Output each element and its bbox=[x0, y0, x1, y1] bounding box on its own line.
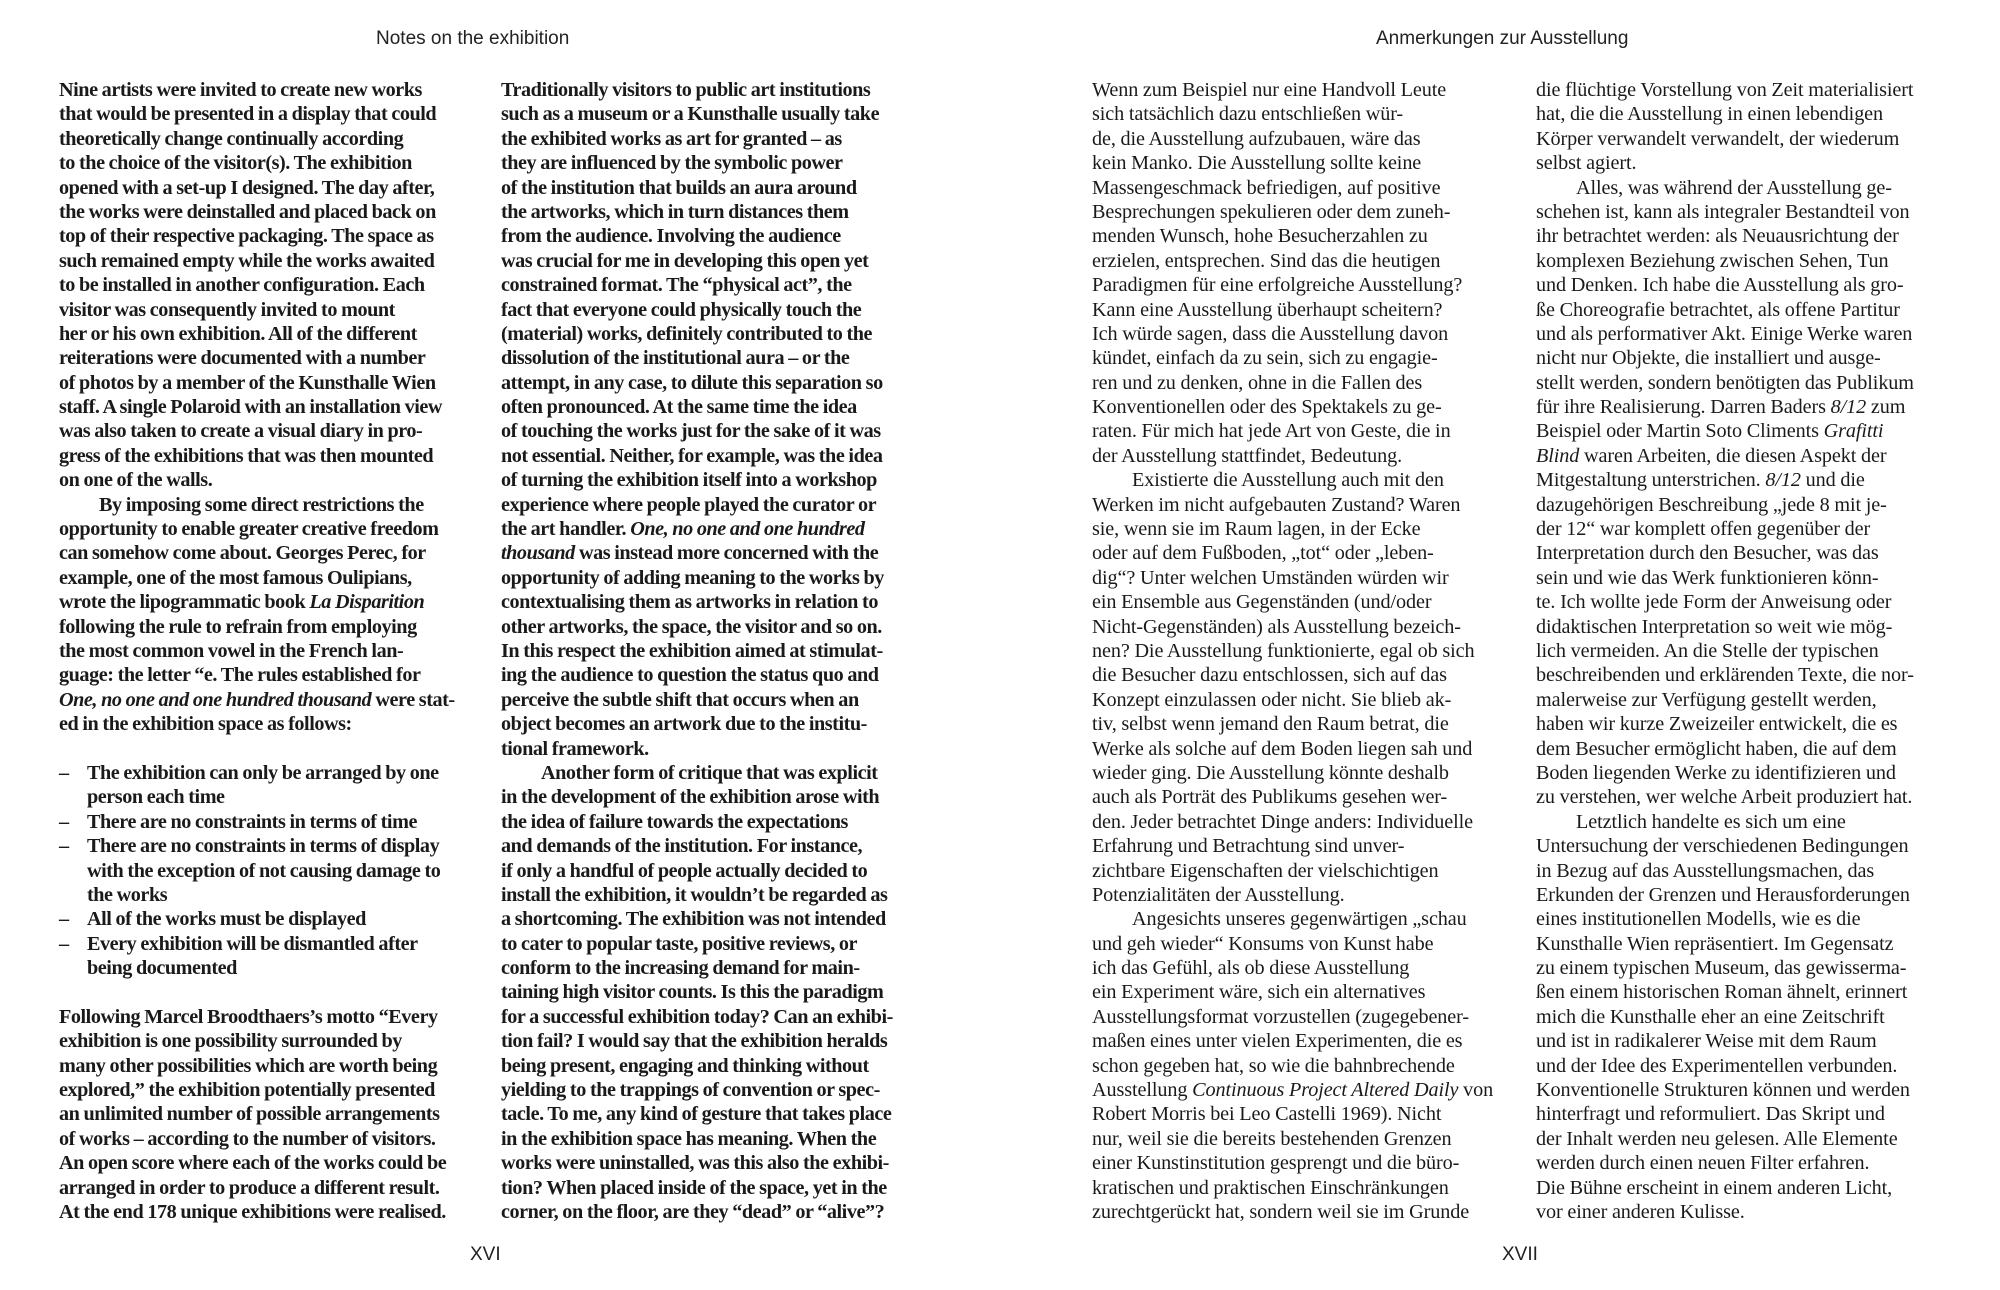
text-line: Existierte die Ausstellung auch mit den bbox=[1132, 469, 1444, 492]
text-line: vor einer anderen Kulisse. bbox=[1536, 1200, 1745, 1223]
text-line: die flüchtige Vorstellung von Zeit materialisiert bbox=[1536, 79, 1914, 101]
text-line: Kunsthalle Wien repräsentiert. Im Gegensatz bbox=[1536, 932, 1894, 955]
text-line: komplexen Beziehung zwischen Sehen, Tun bbox=[1536, 249, 1889, 272]
text-line: Blind waren Arbeiten, die diesen Aspekt der bbox=[1536, 444, 1887, 467]
text-line: other artworks, the space, the visitor and so on. bbox=[501, 615, 882, 638]
dash-bullet-icon: – bbox=[59, 810, 69, 833]
text-line: hat, die die Ausstellung in einen lebendigen bbox=[1536, 103, 1884, 126]
text-line: stellt werden, sondern benötigten das Publikum bbox=[1536, 371, 1914, 394]
list-item-continuation: person each time bbox=[87, 786, 225, 809]
text-line: menden Wunsch, hohe Besucherzahlen zu bbox=[1092, 225, 1428, 248]
text-line: die Besucher dazu entschlossen, sich auf das bbox=[1092, 664, 1447, 687]
paragraph bbox=[59, 78, 499, 493]
text-line: wrote the lipogrammatic book La Disparition bbox=[59, 591, 425, 614]
dash-bullet-icon: – bbox=[59, 835, 69, 858]
text-line: und Denken. Ich habe die Ausstellung als gro- bbox=[1536, 274, 1904, 297]
text-line: erzielen, entsprechen. Sind das die heutigen bbox=[1092, 249, 1441, 272]
text-line: Paradigmen für eine erfolgreiche Ausstellung? bbox=[1092, 274, 1463, 297]
text-line: eines institutionellen Modells, wie es die bbox=[1536, 908, 1861, 931]
text-line: Ausstellung Continuous Project Altered Daily von bbox=[1092, 1079, 1494, 1102]
text-line: Konzept einzulassen oder nicht. Sie blieb ak- bbox=[1092, 688, 1452, 711]
text-line: auch als Porträt des Publikums gesehen wer- bbox=[1092, 786, 1448, 809]
text-line: de, die Ausstellung aufzubauen, wäre das bbox=[1092, 127, 1421, 150]
text-line: und geh wieder“ Konsums von Kunst habe bbox=[1092, 932, 1434, 955]
text-line: gress of the exhibitions that was then mounted bbox=[59, 444, 434, 467]
text-line: visitor was consequently invited to mount bbox=[59, 298, 395, 321]
page-number-left: XVI bbox=[470, 1244, 501, 1265]
text-line: the idea of failure towards the expectations bbox=[501, 810, 848, 833]
text-line: example, one of the most famous Oulipians, bbox=[59, 566, 412, 589]
text-line: following the rule to refrain from employing bbox=[59, 615, 417, 638]
text-line: One, no one and one hundred thousand were stat- bbox=[59, 688, 455, 711]
text-line: zu verstehen, wer welche Arbeit produziert hat. bbox=[1536, 786, 1913, 809]
text-line: ich das Gefühl, als ob diese Ausstellung bbox=[1092, 957, 1410, 980]
text-line: experience where people played the curator or bbox=[501, 493, 877, 516]
text-line: Konventionellen oder des Spektakels zu ge- bbox=[1092, 396, 1442, 419]
text-line: dig“? Unter welchen Umständen würden wir bbox=[1092, 566, 1449, 589]
text-line: Nine artists were invited to create new works bbox=[59, 79, 422, 101]
artwork-title: 8/12 bbox=[1830, 396, 1867, 419]
text-line: was crucial for me in developing this open yet bbox=[501, 249, 869, 272]
dash-bullet-icon: – bbox=[59, 932, 69, 955]
text-line: An open score where each of the works could be bbox=[59, 1152, 447, 1175]
text-line: ing the audience to question the status quo and bbox=[501, 664, 879, 687]
text-line: object becomes an artwork due to the institu- bbox=[501, 713, 867, 736]
text-line: maßen eines unter vielen Experimenten, die es bbox=[1092, 1030, 1463, 1053]
text-line: tion? When placed inside of the space, yet in the bbox=[501, 1176, 887, 1199]
text-line: opened with a set-up I designed. The day after, bbox=[59, 176, 435, 199]
list-item: – There are no constraints in terms of display bbox=[59, 835, 440, 858]
text-line: Interpretation durch den Besucher, was das bbox=[1536, 542, 1879, 565]
text-line: the art handler. One, no one and one hundred bbox=[501, 518, 865, 541]
dash-bullet-icon: – bbox=[59, 908, 69, 931]
list-item: – All of the works must be displayed bbox=[59, 908, 366, 931]
text-line: ein Ensemble aus Gegenständen (und/oder bbox=[1092, 591, 1432, 614]
text-line: nicht nur Objekte, die installiert und ausge- bbox=[1536, 347, 1881, 370]
text-line: Massengeschmack befriedigen, auf positive bbox=[1092, 176, 1441, 199]
text-line: oder auf dem Fußboden, „tot“ oder „leben- bbox=[1092, 542, 1434, 565]
text-line: At the end 178 unique exhibitions were realised. bbox=[59, 1200, 446, 1223]
text-line: Werke als solche auf dem Boden liegen sah und bbox=[1092, 737, 1473, 760]
text-line: Erfahrung und Betrachtung sind unver- bbox=[1092, 835, 1405, 858]
text-line: such as a museum or a Kunsthalle usually take bbox=[501, 103, 880, 126]
text-line: sein und wie das Werk funktionieren könn- bbox=[1536, 566, 1879, 589]
text-line: works were uninstalled, was this also the exhibi- bbox=[501, 1152, 889, 1175]
text-line: wieder ging. Die Ausstellung könnte deshalb bbox=[1092, 761, 1449, 784]
text-line: Alles, was während der Ausstellung ge- bbox=[1576, 176, 1892, 199]
text-line: Angesichts unseres gegenwärtigen „schau bbox=[1132, 908, 1467, 931]
paragraph bbox=[1092, 907, 1532, 1224]
text-line: und ist in radikalerer Weise mit dem Raum bbox=[1536, 1030, 1877, 1053]
list-item-continuation: with the exception of not causing damage to bbox=[87, 859, 441, 882]
text-line: the most common vowel in the French lan- bbox=[59, 639, 404, 662]
text-line: Boden liegenden Werke zu identifizieren und bbox=[1536, 761, 1896, 784]
text-line: malerweise zur Verfügung gestellt werden, bbox=[1536, 688, 1877, 711]
text-line: Letztlich handelte es sich um eine bbox=[1576, 810, 1846, 833]
text-line: opportunity to enable greater creative freedom bbox=[59, 518, 439, 541]
text-line: in the exhibition space has meaning. When the bbox=[501, 1127, 877, 1150]
artwork-title: 8/12 bbox=[1765, 469, 1801, 492]
text-line: attempt, in any case, to dilute this separation so bbox=[501, 371, 883, 394]
column-english-2 bbox=[501, 78, 941, 1224]
text-line: lich vermeiden. An die Stelle der typischen bbox=[1536, 639, 1879, 662]
paragraph bbox=[59, 1005, 499, 1225]
text-line: can somehow come about. Georges Perec, for bbox=[59, 542, 426, 565]
artwork-title: Grafitti bbox=[1823, 420, 1884, 443]
text-line: Nicht-Gegenständen) als Ausstellung bezeich- bbox=[1092, 615, 1461, 638]
text-line: of works – according to the number of visitors. bbox=[59, 1127, 436, 1150]
text-line: on one of the walls. bbox=[59, 469, 213, 492]
text-line: mich die Kunsthalle eher an eine Zeitschrift bbox=[1536, 1005, 1885, 1028]
text-line: Ich würde sagen, dass die Ausstellung davon bbox=[1092, 322, 1449, 345]
page-number-right: XVII bbox=[1502, 1244, 1538, 1265]
paragraph bbox=[59, 493, 499, 737]
exhibition-title: thousand bbox=[501, 542, 575, 565]
text-line: tacle. To me, any kind of gesture that takes place bbox=[501, 1103, 892, 1126]
text-line: dissolution of the institutional aura – or the bbox=[501, 347, 850, 370]
column-english-1 bbox=[59, 78, 499, 1224]
text-line: ed in the exhibition space as follows: bbox=[59, 713, 352, 736]
text-line: explored,” the exhibition potentially presented bbox=[59, 1079, 435, 1102]
text-line: der Ausstellung stattfindet, Bedeutung. bbox=[1092, 444, 1403, 467]
text-line: yielding to the trappings of convention or spec- bbox=[501, 1079, 880, 1102]
text-line: Beispiel oder Martin Soto Climents Grafitti bbox=[1536, 420, 1884, 443]
text-line: haben wir kurze Zweizeiler entwickelt, die es bbox=[1536, 713, 1898, 736]
text-line: of touching the works just for the sake of it was bbox=[501, 420, 881, 443]
text-line: opportunity of adding meaning to the works by bbox=[501, 566, 884, 589]
text-line: werden durch einen neuen Filter erfahren. bbox=[1536, 1152, 1870, 1175]
text-line: Potenzialitäten der Ausstellung. bbox=[1092, 883, 1345, 906]
text-line: raten. Für mich hat jede Art von Geste, die in bbox=[1092, 420, 1451, 443]
text-line: top of their respective packaging. The space as bbox=[59, 225, 434, 248]
paragraph bbox=[501, 78, 941, 761]
text-line: to the choice of the visitor(s). The exhibition bbox=[59, 152, 412, 175]
text-line: kein Manko. Die Ausstellung sollte keine bbox=[1092, 152, 1422, 175]
text-line: sie, wenn sie im Raum lagen, in der Ecke bbox=[1092, 518, 1421, 541]
text-line: in Bezug auf das Ausstellungsmachen, das bbox=[1536, 859, 1875, 882]
text-line: perceive the subtle shift that occurs when an bbox=[501, 688, 859, 711]
text-line: for a successful exhibition today? Can an exhibi- bbox=[501, 1005, 893, 1028]
text-line: zichtbare Eigenschaften der vielschichtigen bbox=[1092, 859, 1439, 882]
text-line: contextualising them as artworks in relation to bbox=[501, 591, 878, 614]
text-line: arranged in order to produce a different result. bbox=[59, 1176, 440, 1199]
text-line: Traditionally visitors to public art institutions bbox=[501, 79, 871, 101]
text-line: guage: the letter “e. The rules established for bbox=[59, 664, 421, 687]
text-line: they are influenced by the symbolic power bbox=[501, 152, 843, 175]
paragraph bbox=[1536, 176, 1976, 810]
text-line: hinterfragt und reformuliert. Das Skript und bbox=[1536, 1103, 1885, 1126]
text-line: nen? Die Ausstellung funktionierte, egal ob sich bbox=[1092, 639, 1475, 662]
text-line: Konventionelle Strukturen können und werden bbox=[1536, 1079, 1910, 1102]
text-line: didaktischen Interpretation so weit wie mög- bbox=[1536, 615, 1893, 638]
text-line: the works were deinstalled and placed back on bbox=[59, 200, 436, 223]
paragraph bbox=[1536, 78, 1976, 176]
text-line: if only a handful of people actually decided to bbox=[501, 859, 868, 882]
text-line: a shortcoming. The exhibition was not intended bbox=[501, 908, 886, 931]
text-line: of photos by a member of the Kunsthalle Wien bbox=[59, 371, 436, 394]
text-line: to cater to popular taste, positive reviews, or bbox=[501, 932, 858, 955]
text-line: Wenn zum Beispiel nur eine Handvoll Leute bbox=[1092, 79, 1447, 101]
text-line: the exhibited works as art for granted – as bbox=[501, 127, 842, 150]
list-item: – The exhibition can only be arranged by one bbox=[59, 761, 439, 784]
text-line: Erkunden der Grenzen und Herausforderungen bbox=[1536, 883, 1910, 906]
text-line: sich tatsächlich dazu entschließen wür- bbox=[1092, 103, 1404, 126]
text-line: Another form of critique that was explicit bbox=[541, 761, 878, 784]
text-line: und als performativer Akt. Einige Werke waren bbox=[1536, 322, 1913, 345]
text-line: the artworks, which in turn distances them bbox=[501, 200, 849, 223]
text-line: Besprechungen spekulieren oder dem zuneh- bbox=[1092, 200, 1451, 223]
text-line: many other possibilities which are worth being bbox=[59, 1054, 438, 1077]
text-line: fact that everyone could physically touch the bbox=[501, 298, 862, 321]
book-title: La Disparition bbox=[309, 591, 425, 614]
text-line: exhibition is one possibility surrounded by bbox=[59, 1030, 402, 1053]
running-head-right: Anmerkungen zur Ausstellung bbox=[1376, 28, 1629, 49]
text-line: taining high visitor counts. Is this the paradigm bbox=[501, 981, 884, 1004]
text-line: beschreibenden und erklärenden Texte, die nor- bbox=[1536, 664, 1914, 687]
text-line: not essential. Neither, for example, was the idea bbox=[501, 444, 883, 467]
text-line: Following Marcel Broodthaers’s motto “Every bbox=[59, 1005, 438, 1028]
text-line: thousand was instead more concerned with the bbox=[501, 542, 879, 565]
text-line: from the audience. Involving the audience bbox=[501, 225, 841, 248]
text-line: Die Bühne erscheint in einem anderen Licht, bbox=[1536, 1176, 1893, 1199]
text-line: (material) works, definitely contributed to the bbox=[501, 322, 873, 345]
text-line: that would be presented in a display that could bbox=[59, 103, 437, 126]
text-line: her or his own exhibition. All of the different bbox=[59, 322, 417, 345]
text-line: te. Ich wollte jede Form der Anweisung oder bbox=[1536, 591, 1892, 614]
text-line: was also taken to create a visual diary in pro- bbox=[59, 420, 423, 443]
column-german-2 bbox=[1536, 78, 1976, 1224]
list-item-continuation: the works bbox=[87, 883, 168, 906]
text-line: einer Kunstinstitution gesprengt und die büro- bbox=[1092, 1152, 1460, 1175]
text-line: Ausstellungsformat vorzustellen (zugegebener- bbox=[1092, 1005, 1470, 1028]
text-line: of turning the exhibition itself into a workshop bbox=[501, 469, 877, 492]
text-line: Kann eine Ausstellung überhaupt scheitern? bbox=[1092, 298, 1443, 321]
text-line: By imposing some direct restrictions the bbox=[99, 493, 424, 516]
text-line: such remained empty while the works awaited bbox=[59, 249, 435, 272]
text-line: schehen ist, kann als integraler Bestandteil von bbox=[1536, 200, 1910, 223]
text-line: für ihre Realisierung. Darren Baders 8/12 zum bbox=[1536, 396, 1906, 419]
text-line: to be installed in another configuration. Each bbox=[59, 274, 425, 297]
text-line: reiterations were documented with a number bbox=[59, 347, 426, 370]
text-line: ihr betrachtet werden: als Neuausrichtung der bbox=[1536, 225, 1899, 248]
paragraph bbox=[501, 761, 941, 1224]
paragraph bbox=[1092, 468, 1532, 907]
text-line: der Inhalt werden neu gelesen. Alle Elemente bbox=[1536, 1127, 1898, 1150]
text-line: zu einem typischen Museum, das gewisserma- bbox=[1536, 957, 1907, 980]
rules-list bbox=[59, 761, 499, 981]
text-line: selbst agiert. bbox=[1536, 152, 1637, 175]
text-line: tiv, selbst wenn jemand den Raum betrat, die bbox=[1092, 713, 1449, 736]
artwork-title: Blind bbox=[1536, 444, 1580, 467]
column-german-1 bbox=[1092, 78, 1532, 1224]
text-line: Mitgestaltung unterstrichen. 8/12 und die bbox=[1536, 469, 1865, 492]
text-line: ren und zu denken, ohne in die Fallen des bbox=[1092, 371, 1423, 394]
text-line: of the institution that builds an aura around bbox=[501, 176, 857, 199]
text-line: schon gegeben hat, so wie die bahnbrechende bbox=[1092, 1054, 1455, 1077]
exhibition-title: One, no one and one hundred thousand bbox=[59, 688, 372, 711]
text-line: und der Idee des Experimentellen verbunden. bbox=[1536, 1054, 1898, 1077]
dash-bullet-icon: – bbox=[59, 761, 69, 784]
text-line: Untersuchung der verschiedenen Bedingungen bbox=[1536, 835, 1909, 858]
text-line: in the development of the exhibition arose with bbox=[501, 786, 880, 809]
text-line: ße Choreografie betrachtet, als offene Partitur bbox=[1536, 298, 1900, 321]
text-line: dem Besucher ermöglicht haben, die auf dem bbox=[1536, 737, 1897, 760]
text-line: den. Jeder betrachtet Dinge anders: Individuelle bbox=[1092, 810, 1473, 833]
text-line: ein Experiment wäre, sich ein alternatives bbox=[1092, 981, 1426, 1004]
text-line: Körper verwandelt verwandelt, der wiederum bbox=[1536, 127, 1900, 150]
text-line: dazugehörigen Beschreibung „jede 8 mit je- bbox=[1536, 493, 1887, 516]
text-line: kündet, einfach da zu sein, sich zu engagie- bbox=[1092, 347, 1438, 370]
text-line: der 12“ war komplett offen gegenüber der bbox=[1536, 518, 1871, 541]
text-line: being present, engaging and thinking without bbox=[501, 1054, 869, 1077]
running-head-left: Notes on the exhibition bbox=[376, 28, 570, 49]
text-line: constrained format. The “physical act”, the bbox=[501, 274, 852, 297]
text-line: often pronounced. At the same time the idea bbox=[501, 396, 857, 419]
text-line: ßen einem historischen Roman ähnelt, erinnert bbox=[1536, 981, 1908, 1004]
text-line: an unlimited number of possible arrangements bbox=[59, 1103, 440, 1126]
exhibition-title: One, no one and one hundred bbox=[630, 518, 865, 541]
list-item: – There are no constraints in terms of time bbox=[59, 810, 417, 833]
text-line: Robert Morris bei Leo Castelli 1969). Nicht bbox=[1092, 1103, 1442, 1126]
text-line: tional framework. bbox=[501, 737, 649, 760]
text-line: tion fail? I would say that the exhibition heralds bbox=[501, 1030, 888, 1053]
text-line: install the exhibition, it wouldn’t be regarded as bbox=[501, 883, 888, 906]
text-line: zurechtgerückt hat, sondern weil sie im Grunde bbox=[1092, 1200, 1470, 1223]
text-line: corner, on the floor, are they “dead” or “alive”? bbox=[501, 1200, 885, 1223]
text-line: kratischen und praktischen Einschränkungen bbox=[1092, 1176, 1449, 1199]
text-line: nur, weil sie die bereits bestehenden Grenzen bbox=[1092, 1127, 1452, 1150]
text-line: and demands of the institution. For instance, bbox=[501, 835, 863, 858]
text-line: Werken im nicht aufgebauten Zustand? Waren bbox=[1092, 493, 1461, 516]
list-item: – Every exhibition will be dismantled after bbox=[59, 932, 418, 955]
text-line: conform to the increasing demand for main- bbox=[501, 957, 860, 980]
exhibition-title: Continuous Project Altered Daily bbox=[1192, 1079, 1459, 1102]
list-item-continuation: being documented bbox=[87, 957, 237, 980]
text-line: In this respect the exhibition aimed at stimulat- bbox=[501, 639, 883, 662]
paragraph bbox=[1536, 810, 1976, 1225]
text-line: theoretically change continually according bbox=[59, 127, 404, 150]
paragraph bbox=[1092, 78, 1532, 468]
text-line: staff. A single Polaroid with an installation view bbox=[59, 396, 443, 419]
